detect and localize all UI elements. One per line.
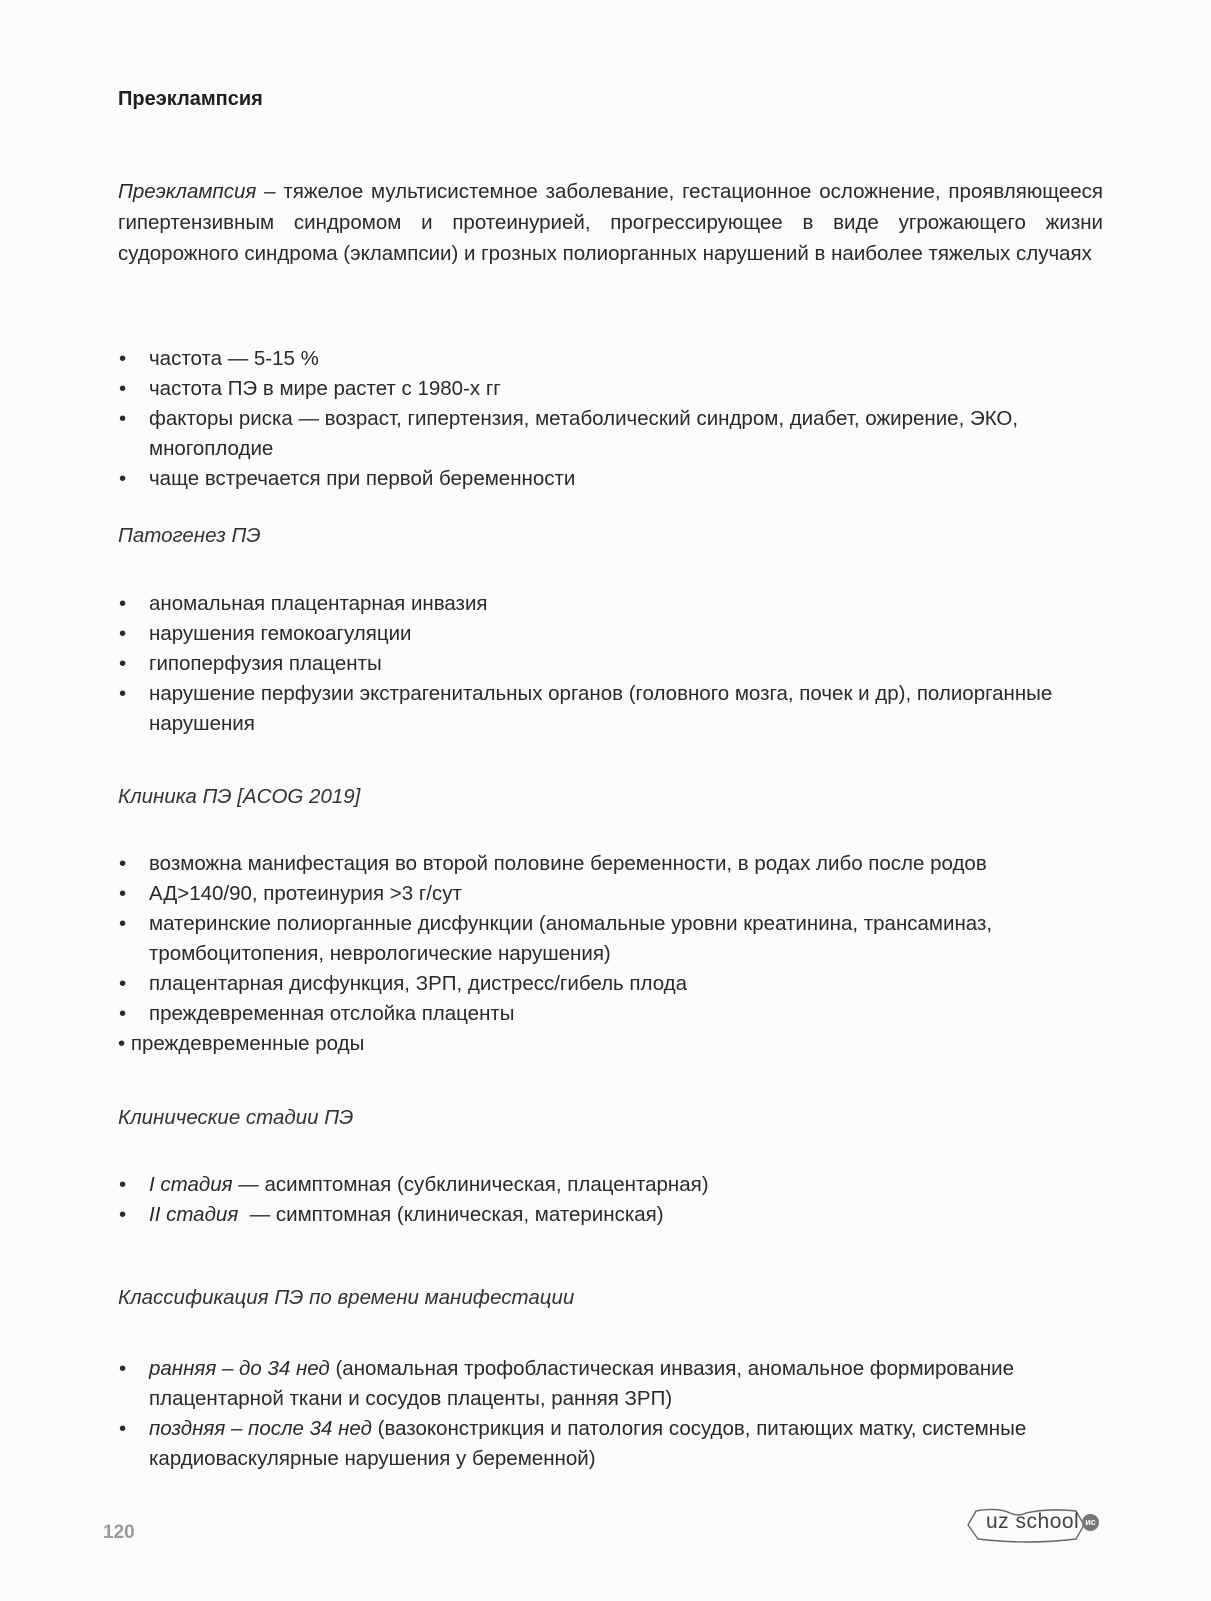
logo-badge: ис — [1082, 1514, 1099, 1531]
pathogenesis-list — [118, 589, 1103, 739]
clinic-list — [118, 849, 1103, 1059]
stage-term: II стадия — [149, 1203, 239, 1226]
list-item: • факторы риска — возраст, гипертензия, метаболический синдром, диабет, ожирение, ЭКО, многоплодие — [118, 404, 1103, 464]
logo-text: uz school — [986, 1510, 1080, 1533]
intro-paragraph — [118, 176, 1103, 269]
list-item: • аномальная плацентарная инвазия — [118, 589, 1103, 619]
list-item — [118, 1170, 1103, 1200]
section-heading-classification: Классификация ПЭ по времени манифестации — [118, 1286, 575, 1309]
section-heading-stages: Клинические стадии ПЭ — [118, 1106, 354, 1129]
list-item: • частота ПЭ в мире растет с 1980-х гг — [118, 374, 1103, 404]
intro-term: Преэклампсия — [118, 180, 257, 203]
page-title: Преэклампсия — [118, 88, 263, 110]
list-item: • частота — 5-15 % — [118, 344, 1103, 374]
classification-term: ранняя – до 34 нед — [149, 1357, 330, 1380]
list-item: • преждевременные роды — [118, 1032, 365, 1055]
intro-text: – тяжелое мультисистемное заболевание, гестационное осложнение, проявляющееся гипертензивным синдромом и протеинурией, прогрессирующее в виде угрожающего жизни судорожного синдрома (эклампсии) и грозных полиорганных нарушений в наиболее тяжелых случаях — [118, 180, 1103, 265]
classification-list — [118, 1354, 1103, 1474]
list-item: • чаще встречается при первой беременности — [118, 464, 1103, 494]
stages-list — [118, 1170, 1103, 1230]
stage-term: I стадия — [149, 1173, 233, 1196]
list-item: • гипоперфузия плаценты — [118, 649, 1103, 679]
section-heading-clinic: Клиника ПЭ [ACOG 2019] — [118, 785, 361, 808]
list-item: • возможна манифестация во второй половине беременности, в родах либо после родов — [118, 849, 1103, 879]
section-heading-pathogenesis: Патогенез ПЭ — [118, 524, 261, 547]
list-item — [118, 1414, 1103, 1474]
list-item: • преждевременная отслойка плаценты — [118, 999, 1103, 1029]
list-item: • материнские полиорганные дисфункции (аномальные уровни креатинина, трансаминаз, тромбоцитопения, неврологические нарушения) — [118, 909, 1103, 969]
general-list — [118, 344, 1103, 494]
classification-text: (вазоконстрикция и патология сосудов, питающих матку, системные кардиоваскулярные нарушения у беременной) — [149, 1417, 1027, 1470]
stage-text: — асимптомная (субклиническая, плацентарная) — [232, 1173, 709, 1196]
classification-term: поздняя – после 34 нед — [149, 1417, 372, 1440]
stage-text: — симптомная (клиническая, материнская) — [238, 1203, 664, 1226]
classification-text: (аномальная трофобластическая инвазия, аномальное формирование плацентарной ткани и сосудов плаценты, ранняя ЗРП) — [149, 1357, 1015, 1410]
list-item — [118, 1354, 1103, 1414]
list-item — [118, 1200, 1103, 1230]
list-item: • АД>140/90, протеинурия >3 г/сут — [118, 879, 1103, 909]
list-item: • нарушения гемокоагуляции — [118, 619, 1103, 649]
page-number: 120 — [103, 1522, 135, 1543]
list-item: • нарушение перфузии экстрагенитальных органов (головного мозга, почек и др), полиорганные нарушения — [118, 679, 1103, 739]
uz-school-logo — [958, 1505, 1104, 1549]
list-item: • плацентарная дисфункция, ЗРП, дистресс/гибель плода — [118, 969, 1103, 999]
